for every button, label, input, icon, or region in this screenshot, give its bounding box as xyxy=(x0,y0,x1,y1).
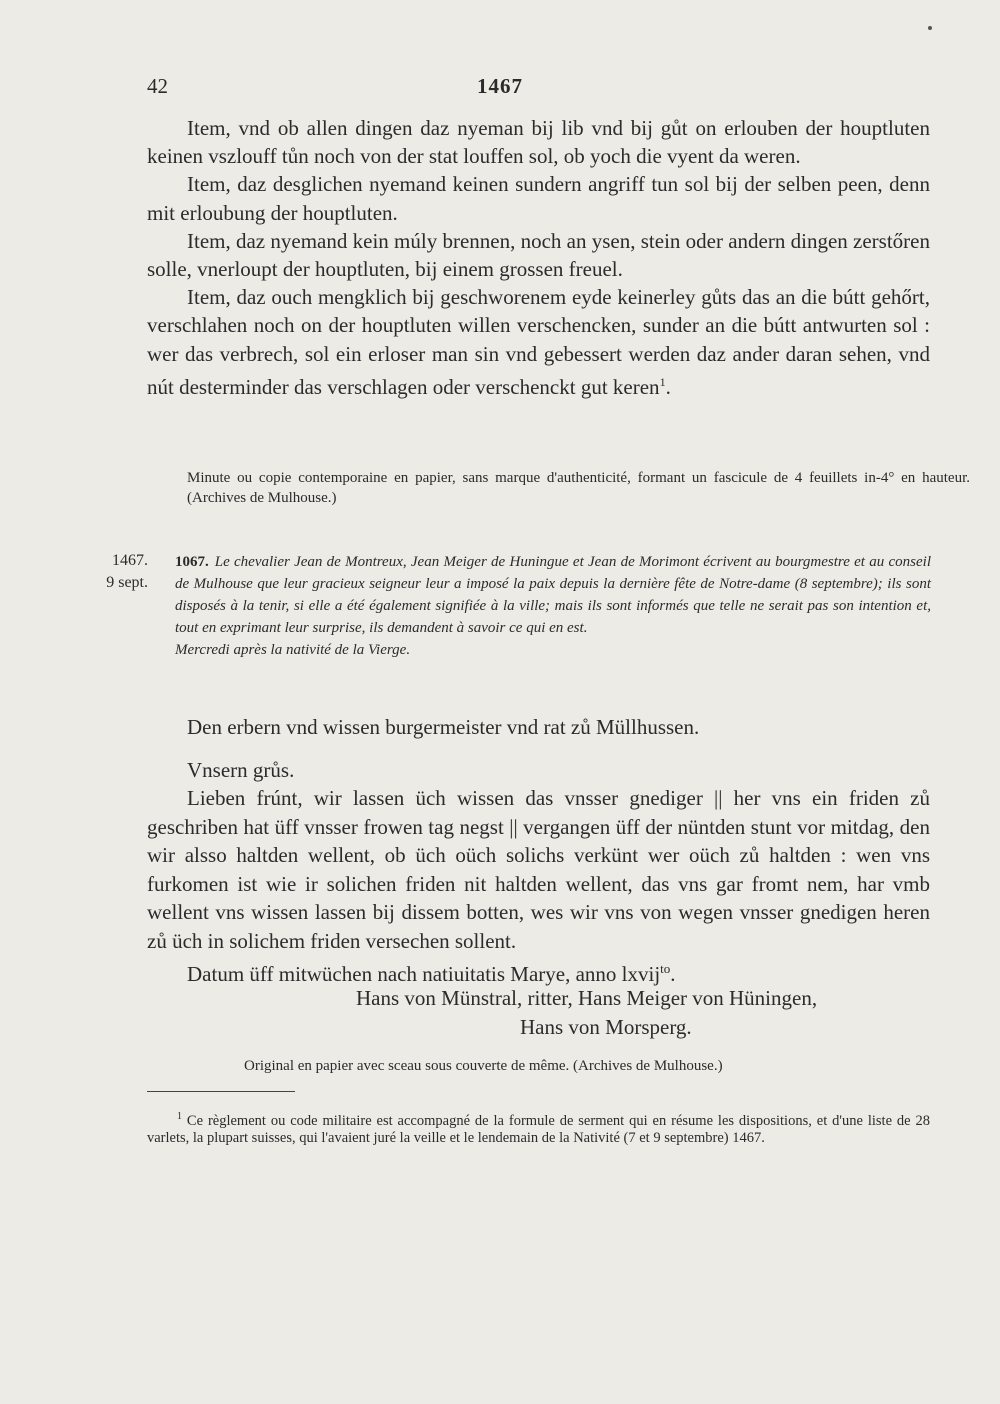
footnote-text: Ce règlement ou code militaire est accompagné de la formule de serment qui en résume les dispositions, et d'une liste de 28 varlets, la plupart suisses, qui l'avaient juré la veille et le lendemain de la Nativité (7 et 9 septembre) 1467. xyxy=(147,1112,931,1146)
ordinance-paragraph: Item, daz desglichen nyemand keinen sundern angriff tun sol bij der selben peen, denn mit erloubung der houptluten. xyxy=(147,172,930,225)
footnote-mark: 1 xyxy=(177,1111,182,1122)
source-note: Minute ou copie contemporaine en papier, sans marque d'authenticité, formant un fascicule de 4 feuillets in-4° en hauteur. (Archives de Mulhouse.) xyxy=(187,470,970,506)
ink-speck xyxy=(928,26,932,30)
letter-greeting: Vnsern grůs. xyxy=(187,757,295,782)
signature-line-1: Hans von Münstral, ritter, Hans Meiger von Hüningen, xyxy=(356,986,818,1010)
margin-date xyxy=(86,550,148,594)
summary-text: Le chevalier Jean de Montreux, Jean Meiger de Huningue et Jean de Morimont écrivent au bourgmestre et au conseil de Mulhouse que leur gracieux seigneur leur a imposé la paix depuis la dernière fête de Notre-dame (8 septembre); ils sont disposés à la tenir, si elle a été également signifiée à la ville; mais ils sont informés que telle ne serait pas son intention et, tout en exprimant leur surprise, ils demandent à savoir ce qui en est. xyxy=(175,554,931,636)
footnote-reference: 1 xyxy=(659,374,666,389)
datum-end: . xyxy=(670,962,676,986)
original-note: Original en papier avec sceau sous couverte de même. (Archives de Mulhouse.) xyxy=(244,1058,723,1074)
ordinance-paragraph: Item, daz ouch mengklich bij geschworenem eyde keinerley gůts das an die bútt gehőrt, verschlahen noch on der houptluten willen verschencken, sunder an die bútt antwurten sol : wer das verbrech, sol ein erloser man sin vnd gebessert werden daz ander daran sehen, vnd nút desterminder das verschlagen oder verschenckt gut keren$^1$. xyxy=(147,285,930,399)
datum-superscript: to xyxy=(660,961,671,976)
footnote xyxy=(147,1108,930,1147)
margin-day: 9 sept. xyxy=(106,574,148,591)
margin-year: 1467. xyxy=(112,552,148,569)
ordinance-paragraph-text: Item, daz ouch mengklich bij geschworenem eyde keinerley gůts das an die bútt gehőrt, verschlahen noch on der houptluten willen verschencken, sunder an die bútt antwurten sol : wer das verbrech, sol ein erloser man sin vnd gebessert werden daz ander daran sehen, vnd nút desterminder das verschlagen oder verschenckt gut keren xyxy=(147,285,930,399)
ordinance-text xyxy=(147,114,930,401)
ordinance-paragraph: Item, vnd ob allen dingen daz nyeman bij lib vnd bij gůt on erlouben der houptluten keinen vszlouff tůn noch von der stat louffen sol, ob yoch die vyent da weren. xyxy=(147,116,930,169)
entry-number: 1067. xyxy=(175,554,209,570)
letter xyxy=(147,713,930,989)
letter-address: Den erbern vnd wissen burgermeister vnd rat zů Müllhussen. xyxy=(187,715,700,739)
ordinance-paragraph: Item, daz nyemand kein múly brennen, noch an ysen, stein oder andern dingen zerstőren solle, vnerloupt der houptluten, bij einem grossen freuel. xyxy=(147,228,930,282)
datum-text: Datum üff mitwüchen nach natiuitatis Marye, anno lxvij xyxy=(187,962,661,986)
entry-summary xyxy=(175,551,931,661)
footnote-divider xyxy=(147,1091,295,1092)
letter-body: Lieben frúnt, wir lassen üch wissen das vnsser gnediger || her vns ein friden zů geschriben hat üff vnsser frowen tag negst || vergangen üff der nüntden stunt vor mitdag, den wir alsso haltden wellent, ob üch oüch solichs verkünt wer oüch zů haltden : wen vns furkomen ist wie ir solichen friden nit haltden wellent, das vns gar fromt nem, har vmb wellent vns wissen lassen bij dissem botten, wes wir vns von wegen vnsser gnedigen heren zů üch in solichem friden versechen sollent. xyxy=(147,786,930,953)
running-header-year: 1467 xyxy=(477,74,523,98)
signature-line-2: Hans von Morsperg. xyxy=(520,1015,692,1039)
page-number: 42 xyxy=(147,74,168,98)
entry-date-line: Mercredi après la nativité de la Vierge. xyxy=(175,642,411,658)
